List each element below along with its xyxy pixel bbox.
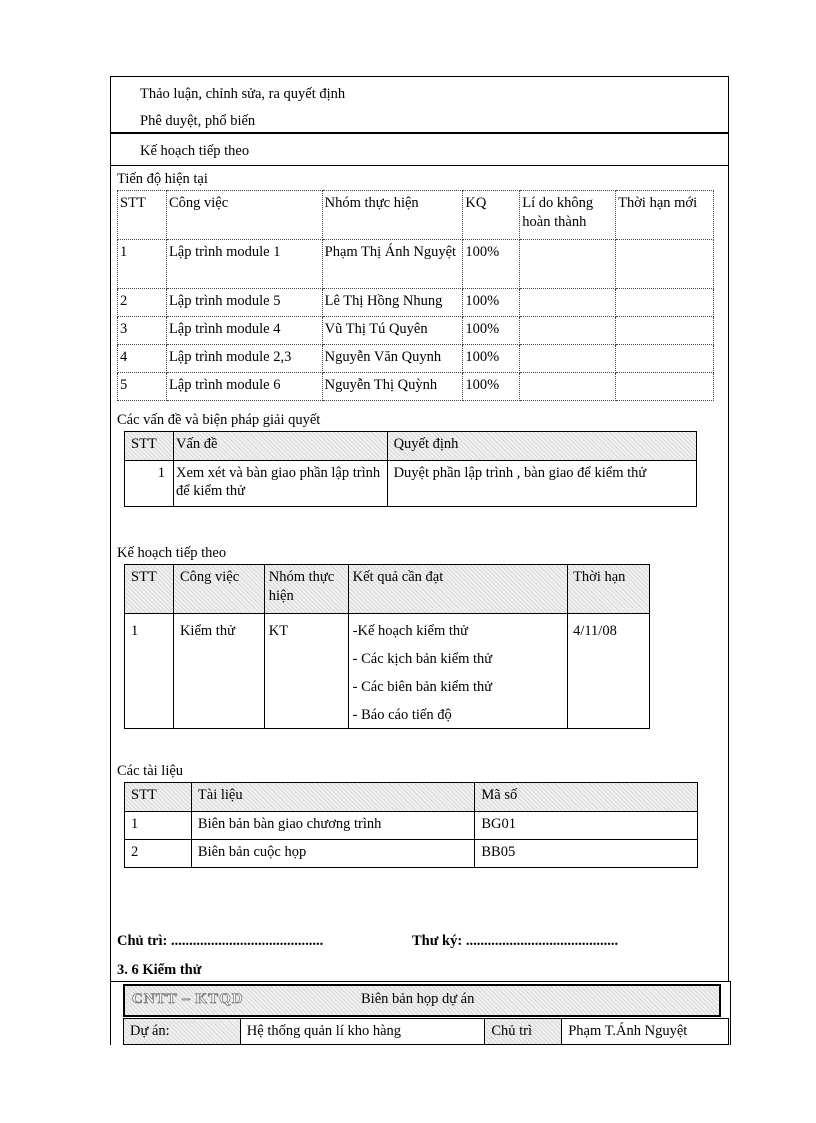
header-cell: Mã số — [475, 783, 698, 812]
plan-table — [124, 564, 650, 729]
cell: 4/11/08 — [568, 614, 650, 729]
table-row — [125, 614, 650, 729]
header-cell: Công việc — [166, 191, 322, 240]
agenda-item-approve: Phê duyệt, phổ biến — [140, 113, 256, 129]
cell: Xem xét và bàn giao phần lập trình để kiểm thử — [173, 461, 387, 507]
table-row — [125, 812, 698, 840]
cell: 1 — [125, 461, 174, 507]
section-heading: 3. 6 Kiểm thử — [117, 962, 202, 978]
cell: 100% — [463, 289, 520, 317]
chair-signature: Chủ trì: .......................................... — [117, 933, 324, 949]
progress-title: Tiến độ hiện tại — [117, 171, 208, 187]
cell: 100% — [463, 240, 520, 289]
cell: Vũ Thị Tú Quyên — [322, 317, 463, 345]
cell — [520, 289, 616, 317]
plan-header-row — [125, 565, 650, 614]
cell: Lập trình module 2,3 — [166, 345, 322, 373]
header-cell: STT — [125, 565, 174, 614]
table-row — [118, 373, 714, 401]
documents-title: Các tài liệu — [117, 763, 184, 779]
table-row — [118, 240, 714, 289]
cell: 100% — [463, 345, 520, 373]
result-item: - Các biên bản kiểm thử — [352, 679, 493, 695]
cell: 1 — [118, 240, 167, 289]
cell: 1 — [125, 614, 174, 729]
cell: KT — [264, 614, 348, 729]
header-cell: Tài liệu — [191, 783, 474, 812]
result-item: - Các kịch bản kiểm thử — [352, 651, 493, 667]
header-cell: Nhóm thực hiện — [322, 191, 463, 240]
table-row — [118, 289, 714, 317]
table-row — [118, 345, 714, 373]
results-cell — [348, 614, 567, 729]
header-cell: Vấn đề — [173, 432, 387, 461]
cell: 3 — [118, 317, 167, 345]
documents-table — [124, 782, 698, 868]
cell: Nguyễn Văn Quynh — [322, 345, 463, 373]
header-cell: Nhóm thực hiện — [264, 565, 348, 614]
cell: 100% — [463, 317, 520, 345]
issues-title: Các vấn đề và biện pháp giải quyết — [117, 412, 321, 428]
documents-header-row — [125, 783, 698, 812]
cell: Lập trình module 5 — [166, 289, 322, 317]
table-row — [125, 461, 697, 507]
cell — [616, 240, 714, 289]
cell: Lập trình module 1 — [166, 240, 322, 289]
issues-table — [124, 431, 697, 507]
project-info-table — [123, 1018, 729, 1045]
agenda-divider — [110, 132, 729, 134]
cell: 5 — [118, 373, 167, 401]
header-cell: KQ — [463, 191, 520, 240]
progress-header-row — [118, 191, 714, 240]
cell: 2 — [118, 289, 167, 317]
agenda-item-next: Kế hoạch tiếp theo — [140, 143, 250, 159]
org-logo-text: CNTT – KTQD — [132, 991, 244, 1007]
header-cell: Kết quả cần đạt — [348, 565, 567, 614]
project-row — [124, 1019, 729, 1045]
cell: 100% — [463, 373, 520, 401]
cell — [520, 317, 616, 345]
cell: Lê Thị Hồng Nhung — [322, 289, 463, 317]
cell — [616, 373, 714, 401]
cell: Lập trình module 6 — [166, 373, 322, 401]
cell: BB05 — [475, 840, 698, 868]
cell: Nguyễn Thị Quỳnh — [322, 373, 463, 401]
next-form-header — [123, 984, 721, 1017]
cell — [616, 289, 714, 317]
cell: Biên bản cuộc họp — [191, 840, 474, 868]
header-cell: Công việc — [173, 565, 264, 614]
form-title: Biên bản họp dự án — [361, 991, 475, 1007]
cell — [616, 345, 714, 373]
header-cell: Thời hạn mới — [616, 191, 714, 240]
cell: 2 — [125, 840, 192, 868]
cell — [616, 317, 714, 345]
agenda-divider-2 — [110, 165, 729, 166]
table-row — [118, 317, 714, 345]
cell: 4 — [118, 345, 167, 373]
issues-header-row — [125, 432, 697, 461]
header-cell: STT — [118, 191, 167, 240]
plan-title: Kế hoạch tiếp theo — [117, 545, 227, 561]
cell: Lập trình module 4 — [166, 317, 322, 345]
cell: Duyệt phần lập trình , bàn giao để kiểm thử — [387, 461, 696, 507]
progress-table — [117, 190, 714, 401]
secretary-signature: Thư ký: .......................................... — [412, 933, 619, 949]
header-cell: Thời hạn — [568, 565, 650, 614]
cell: Phạm Thị Ánh Nguyệt — [322, 240, 463, 289]
cell — [520, 345, 616, 373]
project-value: Hệ thống quản lí kho hàng — [240, 1019, 485, 1045]
table-row — [125, 840, 698, 868]
header-cell: STT — [125, 432, 174, 461]
chair-label: Chủ trì — [485, 1019, 562, 1045]
header-cell: STT — [125, 783, 192, 812]
project-label: Dự án: — [124, 1019, 241, 1045]
cell: Kiểm thử — [173, 614, 264, 729]
agenda-item-discuss: Thảo luận, chỉnh sửa, ra quyết định — [140, 86, 346, 102]
chair-value: Phạm T.Ánh Nguyệt — [562, 1019, 729, 1045]
cell — [520, 373, 616, 401]
result-item: -Kế hoạch kiểm thử — [352, 623, 469, 639]
cell: Biên bản bàn giao chương trình — [191, 812, 474, 840]
cell — [520, 240, 616, 289]
header-cell: Lí do không hoàn thành — [520, 191, 616, 240]
cell: BG01 — [475, 812, 698, 840]
cell: 1 — [125, 812, 192, 840]
header-cell: Quyết định — [387, 432, 696, 461]
result-item: - Báo cáo tiến độ — [352, 707, 452, 723]
